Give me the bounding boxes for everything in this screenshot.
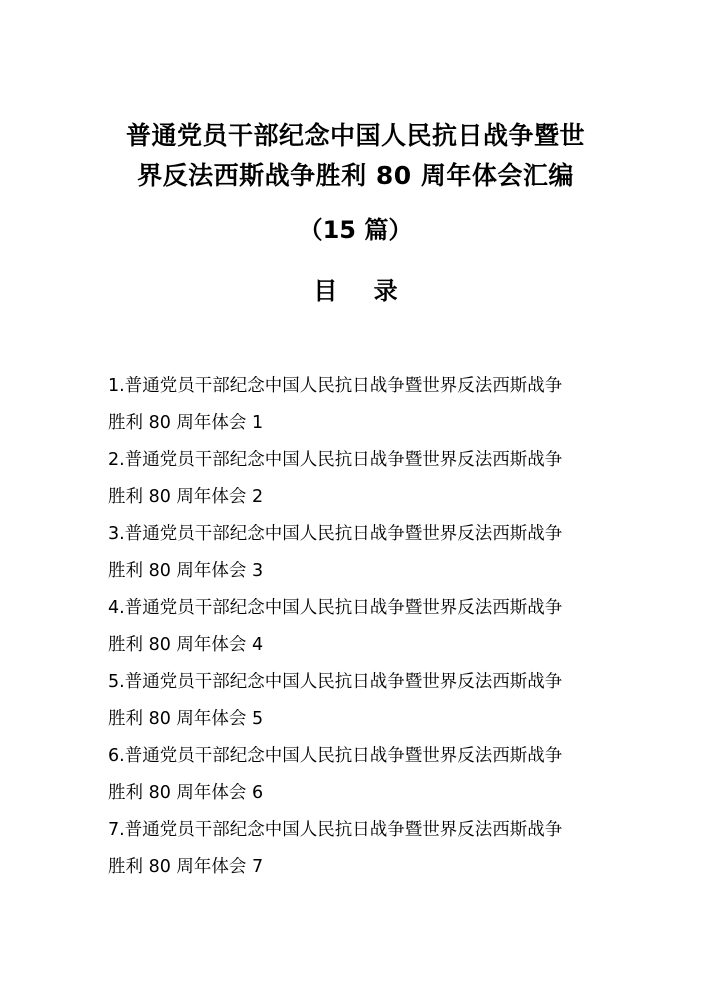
toc-item[interactable] [108,516,618,590]
document-title-line-1: 普通党员干部纪念中国人民抗日战争暨世 [125,121,585,150]
toc-item[interactable] [108,664,618,738]
toc-item-line-1: 2.普通党员干部纪念中国人民抗日战争暨世界反法西斯战争 [108,450,563,470]
toc-item[interactable] [108,442,618,516]
toc-item[interactable] [108,368,618,442]
toc-item-line-1: 1.普通党员干部纪念中国人民抗日战争暨世界反法西斯战争 [108,376,563,396]
article-count: （15 篇） [298,216,413,244]
toc-item-line-2: 胜利 80 周年体会 6 [108,783,264,803]
toc-item-line-2: 胜利 80 周年体会 7 [108,857,264,877]
toc-item[interactable] [108,812,618,886]
toc-item-line-1: 4.普通党员干部纪念中国人民抗日战争暨世界反法西斯战争 [108,598,563,618]
toc-item-line-2: 胜利 80 周年体会 1 [108,413,264,433]
toc-item-line-2: 胜利 80 周年体会 4 [108,635,264,655]
table-of-contents [108,368,618,886]
toc-item-line-2: 胜利 80 周年体会 3 [108,561,264,581]
toc-item[interactable] [108,590,618,664]
toc-item-line-2: 胜利 80 周年体会 2 [108,487,264,507]
toc-heading: 目 录 [313,277,412,305]
toc-item-line-1: 7.普通党员干部纪念中国人民抗日战争暨世界反法西斯战争 [108,820,563,840]
document-title-line-2: 界反法西斯战争胜利 80 周年体会汇编 [137,161,574,190]
document-title [60,116,651,196]
toc-item-line-1: 3.普通党员干部纪念中国人民抗日战争暨世界反法西斯战争 [108,524,563,544]
toc-item-line-1: 6.普通党员干部纪念中国人民抗日战争暨世界反法西斯战争 [108,746,563,766]
toc-item-line-1: 5.普通党员干部纪念中国人民抗日战争暨世界反法西斯战争 [108,672,563,692]
toc-item-line-2: 胜利 80 周年体会 5 [108,709,264,729]
toc-item[interactable] [108,738,618,812]
